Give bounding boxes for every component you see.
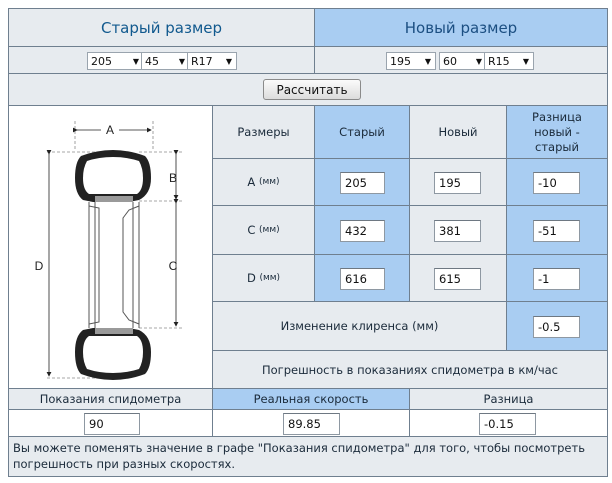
row-a-diff-input[interactable]: -10 xyxy=(533,172,580,194)
help-note: Вы можете поменять значение в графе "Показания спидометра" для того, чтобы посмотреть погрешность при разных скоростях. xyxy=(8,436,608,477)
row-d-label: D (мм) xyxy=(212,254,315,302)
label-a: A xyxy=(105,123,115,137)
speedo-error-label: Погрешность в показаниях спидометра в км/час xyxy=(212,350,608,389)
old-rim-select[interactable]: R17 ▼ xyxy=(187,52,237,70)
old-size-header xyxy=(8,8,315,47)
new-width-select[interactable]: 195 ▼ xyxy=(386,52,436,70)
old-profile-select[interactable]: 45 ▼ xyxy=(141,52,190,70)
new-size-title: Новый размер xyxy=(404,18,518,37)
real-cell xyxy=(212,409,410,437)
chevron-down-icon: ▼ xyxy=(475,56,483,66)
old-size-selects xyxy=(8,46,315,74)
row-a-new-cell xyxy=(409,158,507,206)
row-c-new-input[interactable]: 381 xyxy=(434,220,481,242)
old-width-select[interactable]: 205 ▼ xyxy=(87,52,144,70)
row-a-diff-cell xyxy=(506,158,608,206)
row-d-old-input[interactable]: 616 xyxy=(340,268,385,290)
col-diff-header: Разница новый - старый xyxy=(506,105,608,159)
chevron-down-icon: ▼ xyxy=(225,56,233,66)
clearance-cell xyxy=(506,301,608,351)
label-b: B xyxy=(168,171,178,185)
calculate-button[interactable]: Рассчитать xyxy=(263,79,361,100)
indicated-speed-input[interactable]: 90 xyxy=(84,413,140,435)
calc-row xyxy=(8,73,608,106)
new-rim-select[interactable]: R15 ▼ xyxy=(484,52,534,70)
clearance-label: Изменение клиренса (мм) xyxy=(212,301,507,351)
row-a-label: A (мм) xyxy=(212,158,315,206)
col-old-header: Старый xyxy=(314,105,410,159)
new-size-header xyxy=(314,8,608,47)
row-d-old-cell xyxy=(314,254,410,302)
clearance-input[interactable]: -0.5 xyxy=(533,316,580,338)
row-a-old-input[interactable]: 205 xyxy=(340,172,385,194)
chevron-down-icon: ▼ xyxy=(424,56,432,66)
col-speed-diff-header: Разница xyxy=(409,388,608,410)
chevron-down-icon: ▼ xyxy=(132,56,140,66)
tire-diagram-cell xyxy=(8,105,213,389)
chevron-down-icon: ▼ xyxy=(178,56,186,66)
row-d-diff-cell xyxy=(506,254,608,302)
col-indicated-header: Показания спидометра xyxy=(8,388,213,410)
row-d-new-input[interactable]: 615 xyxy=(434,268,481,290)
speed-diff-input[interactable]: -0.15 xyxy=(479,413,536,435)
label-d: D xyxy=(34,259,44,273)
indicated-cell xyxy=(8,409,213,437)
row-a-new-input[interactable]: 195 xyxy=(434,172,481,194)
row-d-new-cell xyxy=(409,254,507,302)
tire-diagram xyxy=(9,106,212,388)
row-d-diff-input[interactable]: -1 xyxy=(533,268,580,290)
row-c-diff-cell xyxy=(506,205,608,255)
row-c-old-input[interactable]: 432 xyxy=(340,220,385,242)
row-c-new-cell xyxy=(409,205,507,255)
row-a-old-cell xyxy=(314,158,410,206)
col-sizes-header: Размеры xyxy=(212,105,315,159)
old-size-title: Старый размер xyxy=(100,18,223,37)
speed-diff-cell xyxy=(409,409,608,437)
col-real-header: Реальная скорость xyxy=(212,388,410,410)
row-c-label: C (мм) xyxy=(212,205,315,255)
new-size-selects xyxy=(314,46,608,74)
row-c-old-cell xyxy=(314,205,410,255)
real-speed-input[interactable]: 89.85 xyxy=(283,413,340,435)
label-c: C xyxy=(168,259,178,273)
col-new-header: Новый xyxy=(409,105,507,159)
row-c-diff-input[interactable]: -51 xyxy=(533,220,580,242)
chevron-down-icon: ▼ xyxy=(522,56,530,66)
new-profile-select[interactable]: 60 ▼ xyxy=(439,52,487,70)
